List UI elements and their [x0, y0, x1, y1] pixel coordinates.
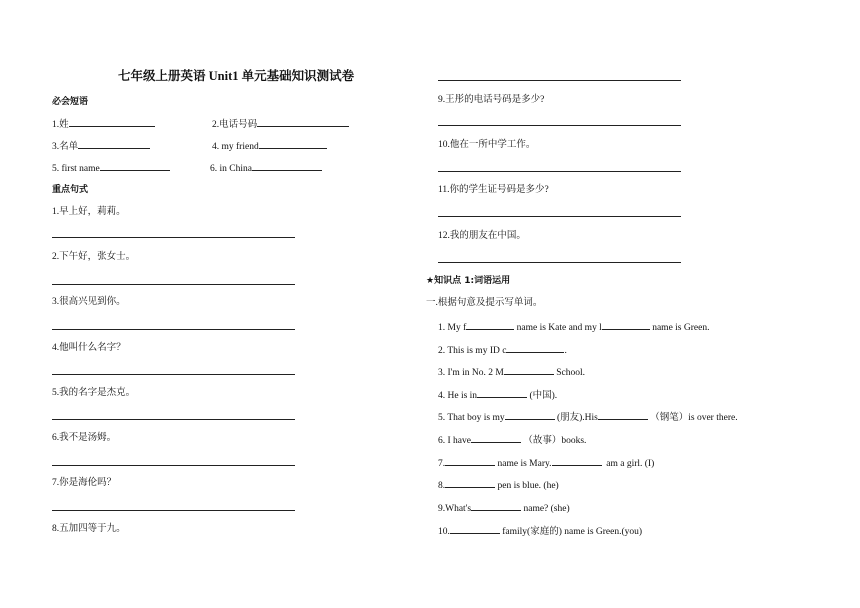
sentence-prompt: 3.很高兴见到你。 — [52, 297, 126, 307]
exercise-text: am a girl. (I) — [606, 459, 655, 469]
exercise-text: 6. I have — [438, 436, 471, 446]
exercise-text: 4. He is in — [438, 391, 478, 401]
exercise-text: name? (she) — [523, 504, 570, 514]
page-title: 七年级上册英语 Unit1 单元基础知识测试卷 — [118, 69, 355, 83]
answer-line[interactable] — [52, 510, 295, 511]
phrase-3 — [52, 139, 150, 153]
sentence-prompt: 8.五加四等于九。 — [52, 524, 126, 534]
exercise-text: name is Green. — [652, 323, 710, 333]
answer-blank[interactable] — [450, 524, 500, 534]
exercise-text: (朋友).His — [556, 413, 598, 423]
answer-line[interactable] — [438, 80, 681, 81]
sentence-prompt: 7.你是海伦吗？ — [52, 478, 117, 488]
exercise-text: （故事）books. — [523, 436, 587, 446]
exercise-text: 7. — [438, 459, 446, 469]
answer-blank[interactable] — [504, 365, 554, 375]
phrase-label: 5. first name — [52, 164, 100, 174]
exercise-7 — [438, 456, 654, 470]
answer-line[interactable] — [438, 125, 681, 126]
answer-blank[interactable] — [471, 501, 521, 511]
exercise-text: 1. My f — [438, 323, 467, 333]
exercise-8 — [438, 478, 559, 492]
sentence-prompt: 12.我的朋友在中国。 — [438, 231, 526, 241]
section-heading-sentences: 重点句式 — [52, 185, 89, 195]
answer-blank[interactable] — [78, 139, 150, 149]
sentence-prompt: 6.我不是汤姆。 — [52, 433, 117, 443]
exercise-text: 3. I'm in No. 2 M — [438, 368, 504, 378]
phrase-5 — [52, 161, 170, 175]
answer-blank[interactable] — [506, 343, 564, 353]
answer-blank[interactable] — [466, 320, 514, 330]
answer-line[interactable] — [438, 262, 681, 263]
sentence-prompt: 2.下午好，张女士。 — [52, 252, 136, 262]
exercise-text: name is Kate and my l — [516, 323, 602, 333]
answer-line[interactable] — [52, 465, 295, 466]
phrase-1 — [52, 117, 155, 131]
answer-blank[interactable] — [259, 139, 327, 149]
exercise-text: 9.What's — [438, 504, 472, 514]
answer-line[interactable] — [52, 374, 295, 375]
exercise-6 — [438, 433, 586, 447]
exercise-text: . — [564, 346, 567, 356]
sentence-prompt: 10.他在一所中学工作。 — [438, 140, 536, 150]
exercise-text: 5. That boy is my — [438, 413, 505, 423]
sentence-prompt: 1.早上好，莉莉。 — [52, 207, 126, 217]
answer-line[interactable] — [52, 237, 295, 238]
answer-blank[interactable] — [445, 456, 495, 466]
sentence-prompt: 4.他叫什么名字？ — [52, 343, 126, 353]
exercise-text: name is Mary. — [497, 459, 552, 469]
exercise-4 — [438, 388, 557, 402]
exercise-3 — [438, 365, 585, 379]
answer-blank[interactable] — [471, 433, 521, 443]
phrase-2 — [212, 117, 349, 131]
exercise-text: 2. This is my ID c — [438, 346, 507, 356]
answer-line[interactable] — [438, 216, 681, 217]
answer-blank[interactable] — [69, 117, 155, 127]
exercise-text: family(家庭的) name is Green.(you) — [502, 527, 643, 537]
answer-line[interactable] — [438, 171, 681, 172]
phrase-label: 6. in China — [210, 164, 252, 174]
exercise-text: 10. — [438, 527, 450, 537]
answer-blank[interactable] — [445, 478, 495, 488]
sentence-prompt: 9.王彤的电话号码是多少? — [438, 95, 545, 105]
phrase-label: 2.电话号码 — [212, 120, 258, 130]
exercise-text: pen is blue. (he) — [497, 481, 559, 491]
answer-blank[interactable] — [252, 161, 322, 171]
sentence-prompt: 11.你的学生证号码是多少? — [438, 185, 549, 195]
answer-blank[interactable] — [598, 410, 648, 420]
exercise-1 — [438, 320, 709, 334]
answer-blank[interactable] — [257, 117, 349, 127]
answer-blank[interactable] — [505, 410, 555, 420]
answer-blank[interactable] — [552, 456, 602, 466]
answer-line[interactable] — [52, 419, 295, 420]
exercise-9 — [438, 501, 570, 515]
exercise-text: School. — [556, 368, 585, 378]
exercise-text: (中国). — [529, 391, 558, 401]
exercise-10 — [438, 524, 642, 538]
knowledge-heading: ★知识点 1:词语运用 — [426, 276, 511, 286]
exercise-text: 8. — [438, 481, 446, 491]
answer-blank[interactable] — [477, 388, 527, 398]
phrase-4 — [212, 139, 327, 153]
exercise-2 — [438, 343, 567, 357]
phrase-label: 3.名单 — [52, 142, 79, 152]
answer-blank[interactable] — [602, 320, 650, 330]
sentence-prompt: 5.我的名字是杰克。 — [52, 388, 136, 398]
answer-line[interactable] — [52, 329, 295, 330]
knowledge-instruction: 一.根据句意及提示写单词。 — [426, 298, 543, 308]
phrase-label: 1.姓 — [52, 120, 69, 130]
phrase-6 — [210, 161, 322, 175]
phrase-label: 4. my friend — [212, 142, 259, 152]
answer-blank[interactable] — [100, 161, 170, 171]
exercise-text: （钢笔）is over there. — [650, 413, 738, 423]
section-heading-phrases: 必会短语 — [52, 97, 89, 107]
answer-line[interactable] — [52, 284, 295, 285]
exercise-5 — [438, 410, 738, 424]
